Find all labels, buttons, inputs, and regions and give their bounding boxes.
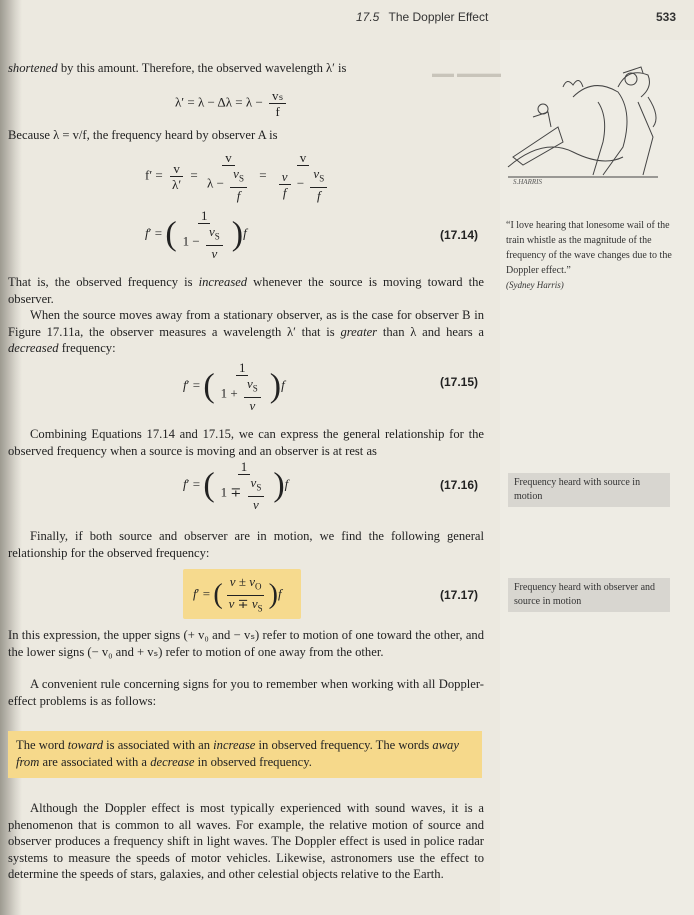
text-span: That is, the observed frequency is — [8, 275, 199, 289]
text-span: is associated with an — [103, 738, 214, 752]
text-span: in observed frequency. The words — [255, 738, 433, 752]
text-span: The word — [16, 738, 68, 752]
cartoon-caption — [506, 218, 682, 293]
denominator: λ − $\frac{v_S}{f}$ — [204, 166, 253, 203]
emphasis: increased — [198, 275, 248, 289]
paragraph-5: Combining Equations 17.14 and 17.15, we can express the general relationship for the observed frequency when a source is moving and an observer is at rest as — [8, 427, 484, 458]
fraction — [169, 161, 184, 192]
numerator: v — [297, 150, 310, 166]
emphasis: away from — [16, 738, 459, 769]
text-span: in observed frequency. — [194, 755, 312, 769]
denominator: f — [275, 104, 280, 119]
numerator: v — [222, 150, 235, 166]
eq-number-17-15: (17.15) — [440, 375, 479, 389]
caption-text: “I love hearing that lonesome wail of the train whistle as the magnitude of the frequency of the wave changes due to the Doppler effect.” — [506, 220, 672, 276]
paragraph-6: Finally, if both source and observer are in motion, we find the following general relationship for the observed frequency: — [8, 529, 484, 560]
emphasis: decreased — [8, 341, 59, 355]
eq-number-17-16: (17.16) — [440, 478, 479, 492]
cartoon-illustration — [503, 57, 663, 187]
section-number: 17.5 — [356, 10, 380, 24]
text-span: are associated with a — [39, 755, 151, 769]
emphasis: greater — [340, 324, 378, 339]
fraction — [269, 88, 286, 119]
paragraph-3 — [8, 274, 484, 307]
caption-credit: (Sydney Harris) — [506, 280, 564, 290]
equation-17-16: f′ = ( 1 1 ∓ $\frac{v_S}{v}$ )f — [183, 459, 289, 512]
svg-text:S.HARRIS: S.HARRIS — [513, 178, 542, 186]
text-span: whenever the source is moving toward the observer. — [8, 275, 485, 306]
paragraph-2: Because λ = v/f, the frequency heard by observer A is — [8, 128, 278, 142]
eq-lhs: λ′ = λ − Δλ = λ − — [175, 94, 263, 110]
emphasis: shortened — [8, 61, 58, 75]
numerator: vₛ — [269, 88, 286, 104]
margin-note-observer-source-motion: Frequency heard with observer and source in motion — [508, 578, 670, 612]
paragraph-7: In this expression, the upper signs (+ v₀ and − vₛ) refer to motion of one toward the other, and the lower signs (− v₀ and + vₛ) refer to motion of one away from the other. — [8, 628, 484, 659]
emphasis: increase — [213, 738, 256, 752]
denominator: λ′ — [172, 176, 182, 192]
fraction — [273, 150, 333, 203]
equation-17-17: f′ = ( $\frac{v \pm v_O}{v \mp v_S}$ )f — [193, 574, 282, 614]
paragraph-4 — [8, 307, 484, 357]
text-span: than λ and hears a — [377, 324, 484, 339]
paragraph-1 — [8, 60, 484, 77]
denominator: $\frac{v}{f}$ − $\frac{v_S}{f}$ — [273, 166, 333, 203]
equation-17-15: f′ = ( 1 1 + $\frac{v_S}{v}$ )f — [183, 360, 285, 413]
show-through: ▬▬ ▬▬▬▬ — [432, 68, 502, 80]
eq-lhs: f′ = — [145, 167, 163, 183]
paragraph-8: A convenient rule concerning signs for you to remember when working with all Doppler-effect problems is as follows: — [8, 677, 484, 708]
running-header — [356, 10, 488, 24]
paragraph-9: Although the Doppler effect is most typically experienced with sound waves, it is a phenomenon that is common to all waves. For example, the relative motion of source and observer produces a frequency shift in light waves. The Doppler effect is used in police radar systems to measure the speeds of motor vehicles. Likewise, astronomers use the effect to determine the speeds of stars, galaxies, and other celestial objects relative to the Earth. — [8, 801, 484, 881]
section-title: The Doppler Effect — [388, 10, 489, 24]
equation-17-14: f′ = ( 1 1 − $\frac{v_S}{v}$ )f — [145, 208, 247, 261]
fraction — [204, 150, 253, 203]
sign-rule-box — [8, 731, 482, 778]
eq-number-17-14: (17.14) — [440, 228, 479, 242]
eq-number-17-17: (17.17) — [440, 588, 479, 602]
page-number: 533 — [655, 10, 676, 24]
emphasis: toward — [67, 738, 103, 752]
equation-wavelength — [175, 88, 289, 119]
text-span: by this amount. Therefore, the observed wavelength λ′ is — [57, 61, 347, 75]
text-span: When the source moves away from a stationary observer, as is the case for observer B in Figure 17.11a, the observer measures a wavelength λ′ that is — [8, 308, 484, 339]
margin-note-source-motion: Frequency heard with source in motion — [508, 473, 670, 507]
text-span: frequency: — [58, 341, 116, 355]
numerator: v — [170, 161, 183, 177]
emphasis: decrease — [150, 755, 195, 769]
equation-frequency: f′ = $\frac{v}{\lambda'}$ = v λ − $\frac{v_S}{f}$ = v $\frac{v}{f}$ − $\frac{v_S}{f}$ — [145, 150, 336, 203]
